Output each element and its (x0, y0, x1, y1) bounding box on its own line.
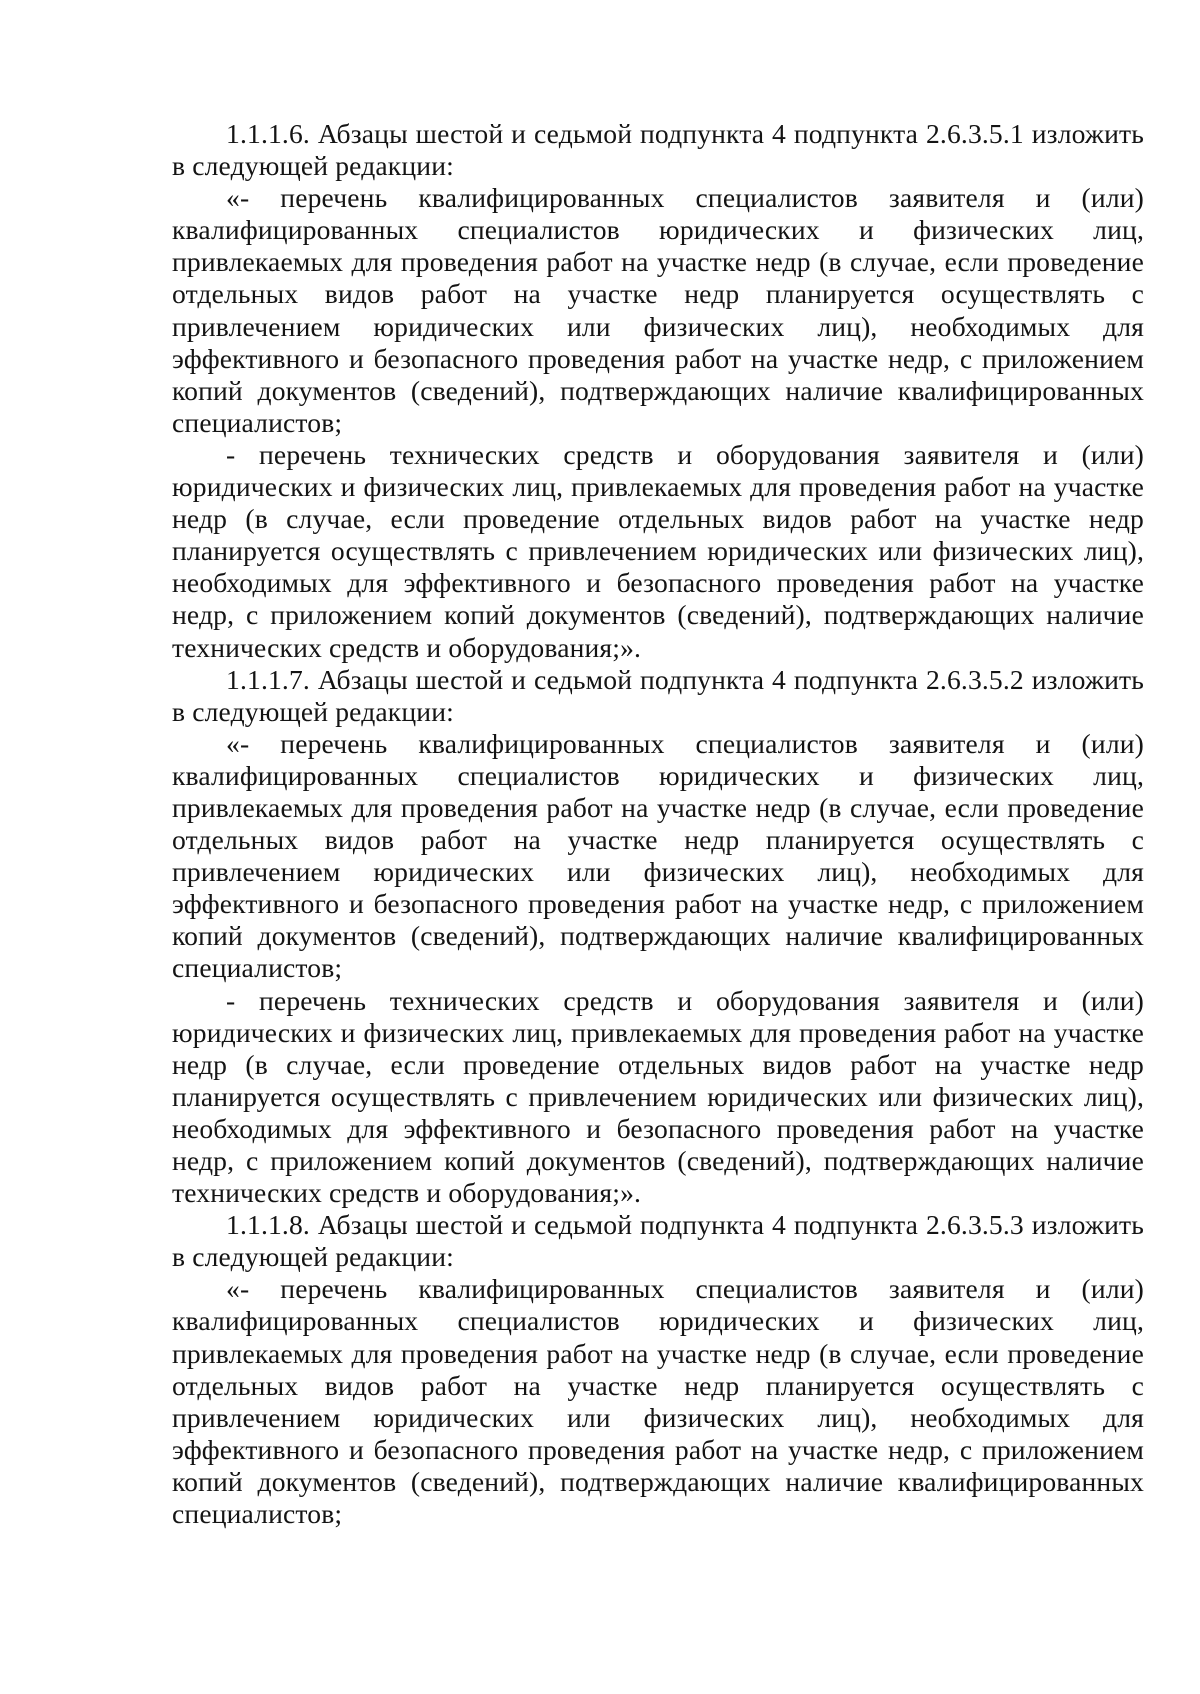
paragraph-equipment-list: - перечень технических средств и оборудования заявителя и (или) юридических и физических лиц, привлекаемых для проведения работ на участке недр (в случае, если проведение отдельных видов работ на участке недр планируется осуществлять с привлечением юридических или физических лиц), необходимых для эффективного и безопасного проведения работ на участке недр, с приложением копий документов (сведений), подтверждающих наличие технических средств и оборудования;». (172, 438, 1144, 663)
document-page (172, 118, 1144, 1530)
paragraph-specialists-list: «- перечень квалифицированных специалистов заявителя и (или) квалифицированных специалистов юридических и физических лиц, привлекаемых для проведения работ на участке недр (в случае, если проведение отдельных видов работ на участке недр планируется осуществлять с привлечением юридических или физических лиц), необходимых для эффективного и безопасного проведения работ на участке недр, с приложением копий документов (сведений), подтверждающих наличие квалифицированных специалистов; (172, 1273, 1144, 1530)
paragraph-specialists-list: «- перечень квалифицированных специалистов заявителя и (или) квалифицированных специалистов юридических и физических лиц, привлекаемых для проведения работ на участке недр (в случае, если проведение отдельных видов работ на участке недр планируется осуществлять с привлечением юридических или физических лиц), необходимых для эффективного и безопасного проведения работ на участке недр, с приложением копий документов (сведений), подтверждающих наличие квалифицированных специалистов; (172, 727, 1144, 984)
paragraph-1-1-1-7-heading: 1.1.1.7. Абзацы шестой и седьмой подпункта 4 подпункта 2.6.3.5.2 изложить в следующей редакции: (172, 663, 1144, 727)
paragraph-equipment-list: - перечень технических средств и оборудования заявителя и (или) юридических и физических лиц, привлекаемых для проведения работ на участке недр (в случае, если проведение отдельных видов работ на участке недр планируется осуществлять с привлечением юридических или физических лиц), необходимых для эффективного и безопасного проведения работ на участке недр, с приложением копий документов (сведений), подтверждающих наличие технических средств и оборудования;». (172, 984, 1144, 1209)
paragraph-1-1-1-6-heading: 1.1.1.6. Абзацы шестой и седьмой подпункта 4 подпункта 2.6.3.5.1 изложить в следующей редакции: (172, 118, 1144, 182)
paragraph-specialists-list: «- перечень квалифицированных специалистов заявителя и (или) квалифицированных специалистов юридических и физических лиц, привлекаемых для проведения работ на участке недр (в случае, если проведение отдельных видов работ на участке недр планируется осуществлять с привлечением юридических или физических лиц), необходимых для эффективного и безопасного проведения работ на участке недр, с приложением копий документов (сведений), подтверждающих наличие квалифицированных специалистов; (172, 182, 1144, 438)
paragraph-1-1-1-8-heading: 1.1.1.8. Абзацы шестой и седьмой подпункта 4 подпункта 2.6.3.5.3 изложить в следующей редакции: (172, 1209, 1144, 1273)
